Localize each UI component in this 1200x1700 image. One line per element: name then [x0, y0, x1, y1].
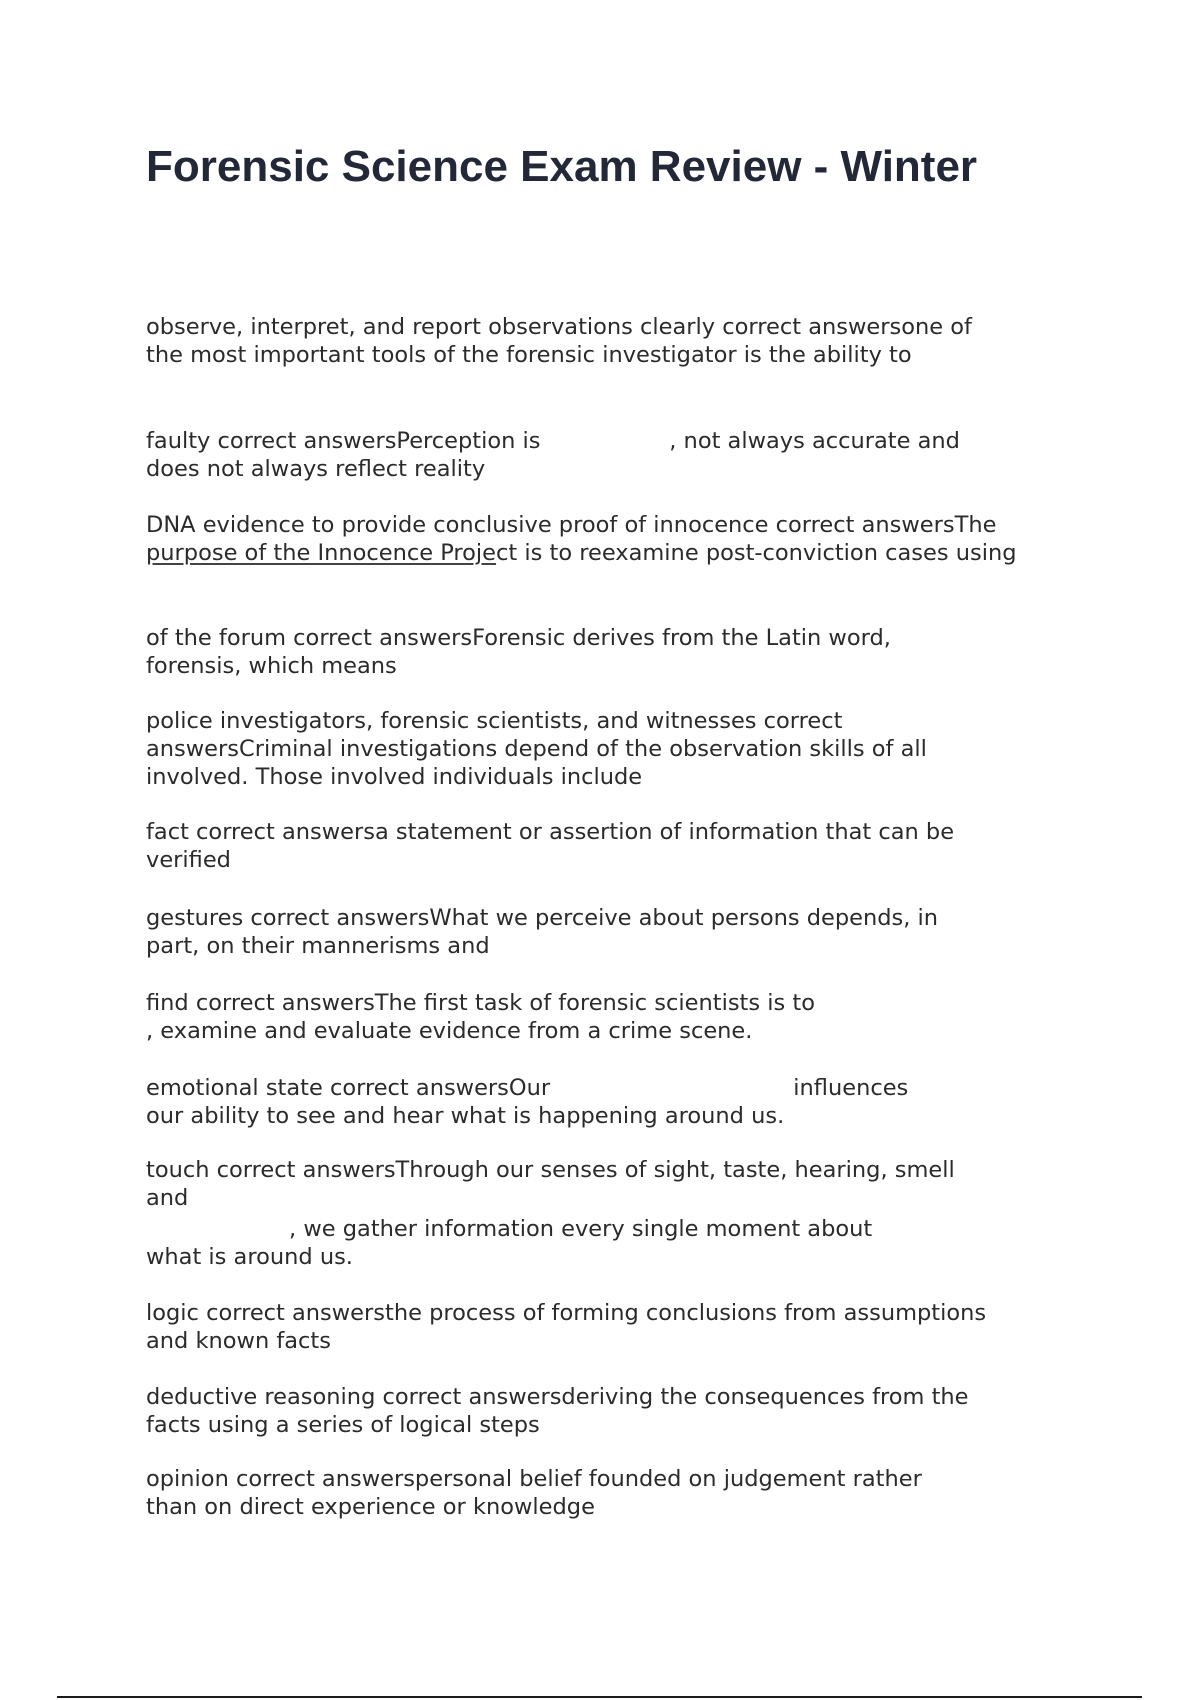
qa-entry-observe: [146, 313, 972, 369]
entry-line: opinion correct answerspersonal belief founded on judgement rather: [146, 1466, 922, 1492]
entry-line: police investigators, forensic scientists, and witnesses correct: [146, 708, 843, 734]
entry-line: emotional state correct answersOur influences: [146, 1075, 909, 1101]
entry-line: , we gather information every single moment about: [146, 1216, 873, 1242]
entry-line: logic correct answersthe process of forming conclusions from assumptions: [146, 1300, 987, 1326]
qa-entry-fact: [146, 818, 954, 874]
entry-line: and known facts: [146, 1328, 331, 1354]
entry-line: facts using a series of logical steps: [146, 1412, 540, 1438]
entry-line: fact correct answersa statement or assertion of information that can be: [146, 819, 955, 845]
entry-line: [146, 539, 1017, 567]
qa-entry-dna-evidence: [146, 511, 1017, 567]
entry-line: faulty correct answersPerception is , not always accurate and: [146, 428, 960, 454]
footer-divider: [57, 1696, 1142, 1698]
entry-line: of the forum correct answersForensic derives from the Latin word,: [146, 625, 891, 651]
qa-entry-touch-continued: [146, 1215, 872, 1271]
entry-line: deductive reasoning correct answersderiving the consequences from the: [146, 1384, 969, 1410]
entry-line: observe, interpret, and report observations clearly correct answersone of: [146, 314, 972, 340]
entry-line: part, on their mannerisms and: [146, 933, 490, 959]
innocence-project-link[interactable]: purpose of the Innocence Proje: [146, 540, 497, 566]
entry-line: gestures correct answersWhat we perceive about persons depends, in: [146, 905, 939, 931]
qa-entry-faulty: [146, 427, 960, 483]
page-title: Forensic Science Exam Review - Winter: [146, 142, 978, 191]
qa-entry-police: [146, 707, 927, 791]
entry-line: find correct answersThe first task of forensic scientists is to: [146, 990, 815, 1016]
entry-line: DNA evidence to provide conclusive proof of innocence correct answersThe: [146, 512, 997, 538]
qa-entry-touch: [146, 1156, 955, 1212]
entry-line: answersCriminal investigations depend of the observation skills of all: [146, 736, 927, 762]
entry-line: and: [146, 1185, 189, 1211]
qa-entry-deductive-reasoning: [146, 1383, 969, 1439]
qa-entry-emotional-state: [146, 1074, 908, 1130]
entry-line: our ability to see and hear what is happening around us.: [146, 1103, 785, 1129]
entry-line: does not always reflect reality: [146, 456, 486, 482]
qa-entry-opinion: [146, 1465, 922, 1521]
entry-line: the most important tools of the forensic investigator is the ability to: [146, 342, 912, 368]
entry-line: than on direct experience or knowledge: [146, 1494, 595, 1520]
entry-line: verified: [146, 847, 231, 873]
qa-entry-find: [146, 989, 815, 1045]
entry-line: what is around us.: [146, 1244, 353, 1270]
entry-line-rest: ct is to reexamine post-conviction cases using: [496, 540, 1017, 566]
entry-line: , examine and evaluate evidence from a crime scene.: [146, 1018, 753, 1044]
qa-entry-gestures: [146, 904, 938, 960]
qa-entry-logic: [146, 1299, 986, 1355]
entry-line: forensis, which means: [146, 653, 397, 679]
qa-entry-forum: [146, 624, 891, 680]
entry-line: touch correct answersThrough our senses of sight, taste, hearing, smell: [146, 1157, 955, 1183]
entry-line: involved. Those involved individuals include: [146, 764, 643, 790]
